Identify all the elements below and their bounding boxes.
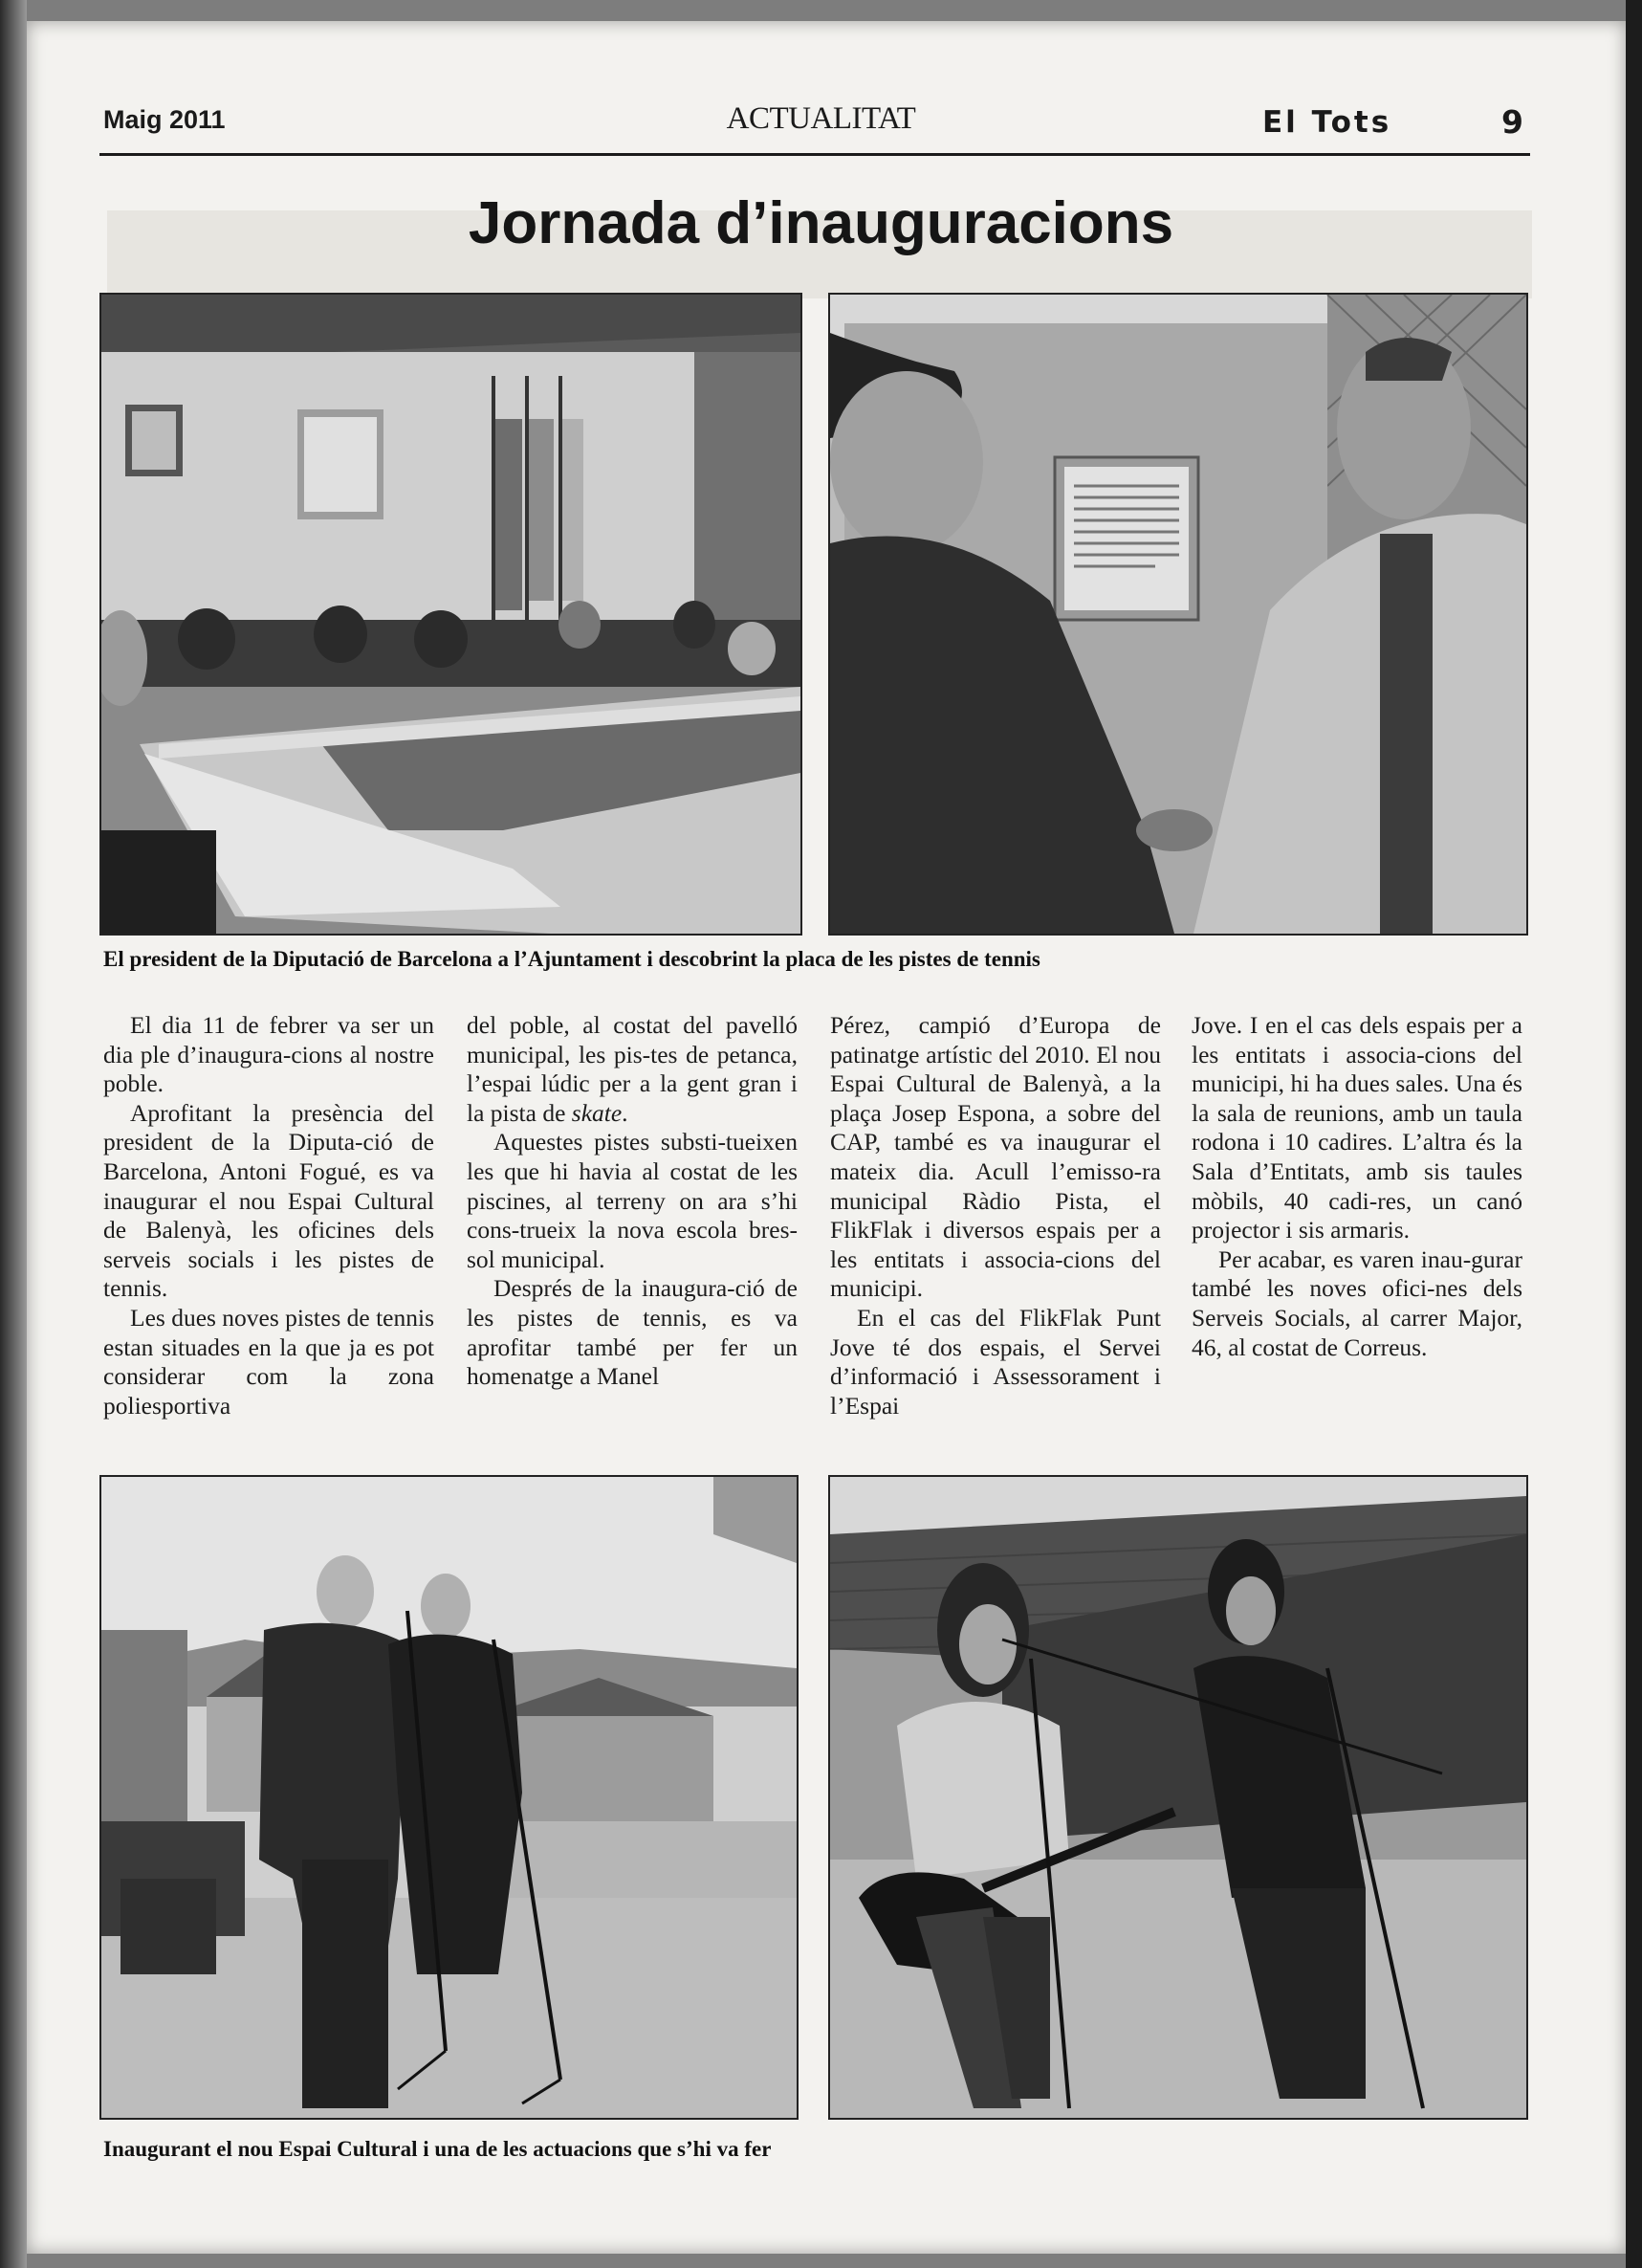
- paragraph: Aprofitant la presència del president de la Diputa-ció de Barcelona, Antoni Fogué, es va inaugurar el nou Espai Cultural de Balenyà, les oficines dels serveis socials i les pistes de tennis.: [103, 1098, 434, 1303]
- paragraph: [467, 1011, 798, 1128]
- section-title: ACTUALITAT: [726, 101, 916, 136]
- publication-name: El Tots: [1262, 105, 1392, 140]
- text-column-4: [1192, 1011, 1522, 1362]
- photo-speech-terrace: [99, 1475, 799, 2120]
- photo-plaque-handshake: [828, 293, 1528, 936]
- header-rule: [99, 153, 1530, 156]
- paragraph: Després de la inaugura-ció de les pistes de tennis, es va aprofitar també per fer un homenatge a Manel: [467, 1274, 798, 1391]
- paragraph: Pérez, campió d’Europa de patinatge artístic del 2010. El nou Espai Cultural de Balenyà, a la plaça Josep Espona, a sobre del CAP, també es va inaugurar el mateix dia. Acull l’emisso-ra municipal Ràdio Pista, el FlikFlak i diversos espais per a les entitats i associa-cions del municipi.: [830, 1011, 1161, 1303]
- paragraph: Aquestes pistes substi-tueixen les que hi havia al costat de les piscines, al terreny on ara s’hi cons-trueix la nova escola bres-sol municipal.: [467, 1128, 798, 1273]
- paragraph-text: del poble, al costat del pavelló municipal, les pis-tes de petanca, l’espai lúdic per a la gent gran i la pista de: [467, 1011, 798, 1127]
- page-edge: [1626, 0, 1642, 2268]
- caption-bottom-photos: Inaugurant el nou Espai Cultural i una de les actuacions que s’hi va fer: [103, 2137, 772, 2161]
- italic-term: skate: [571, 1098, 623, 1127]
- paragraph: Les dues noves pistes de tennis estan situades en la que ja es pot considerar com la zona poliesportiva: [103, 1303, 434, 1420]
- caption-top-photos: El president de la Diputació de Barcelona a l’Ajuntament i descobrint la placa de les pistes de tennis: [103, 947, 1040, 971]
- photo-meeting-room: [99, 293, 802, 936]
- page-number: 9: [1501, 103, 1523, 141]
- article-title: Jornada d’inauguracions: [468, 190, 1174, 256]
- binding-shadow: [0, 0, 27, 2268]
- issue-date: Maig 2011: [103, 105, 226, 134]
- text-column-3: [830, 1011, 1161, 1420]
- text-column-1: [103, 1011, 434, 1420]
- paragraph: En el cas del FlikFlak Punt Jove té dos espais, el Servei d’informació i Assessorament i l’Espai: [830, 1303, 1161, 1420]
- paragraph: Per acabar, es varen inau-gurar també les noves ofici-nes dels Serveis Socials, al carrer Major, 46, al costat de Correus.: [1192, 1244, 1522, 1361]
- paragraph-text: .: [622, 1098, 628, 1127]
- paragraph: El dia 11 de febrer va ser un dia ple d’inaugura-cions al nostre poble.: [103, 1011, 434, 1098]
- paragraph: Jove. I en el cas dels espais per a les entitats i associa-cions del municipi, hi ha dues sales. Una és la sala de reunions, amb un taula rodona i 10 cadires. L’altra és la Sala d’Entitats, amb sis taules mòbils, 40 cadi-res, un canó projector i sis armaris.: [1192, 1011, 1522, 1244]
- text-column-2: [467, 1011, 798, 1392]
- photo-concert-performance: [828, 1475, 1528, 2120]
